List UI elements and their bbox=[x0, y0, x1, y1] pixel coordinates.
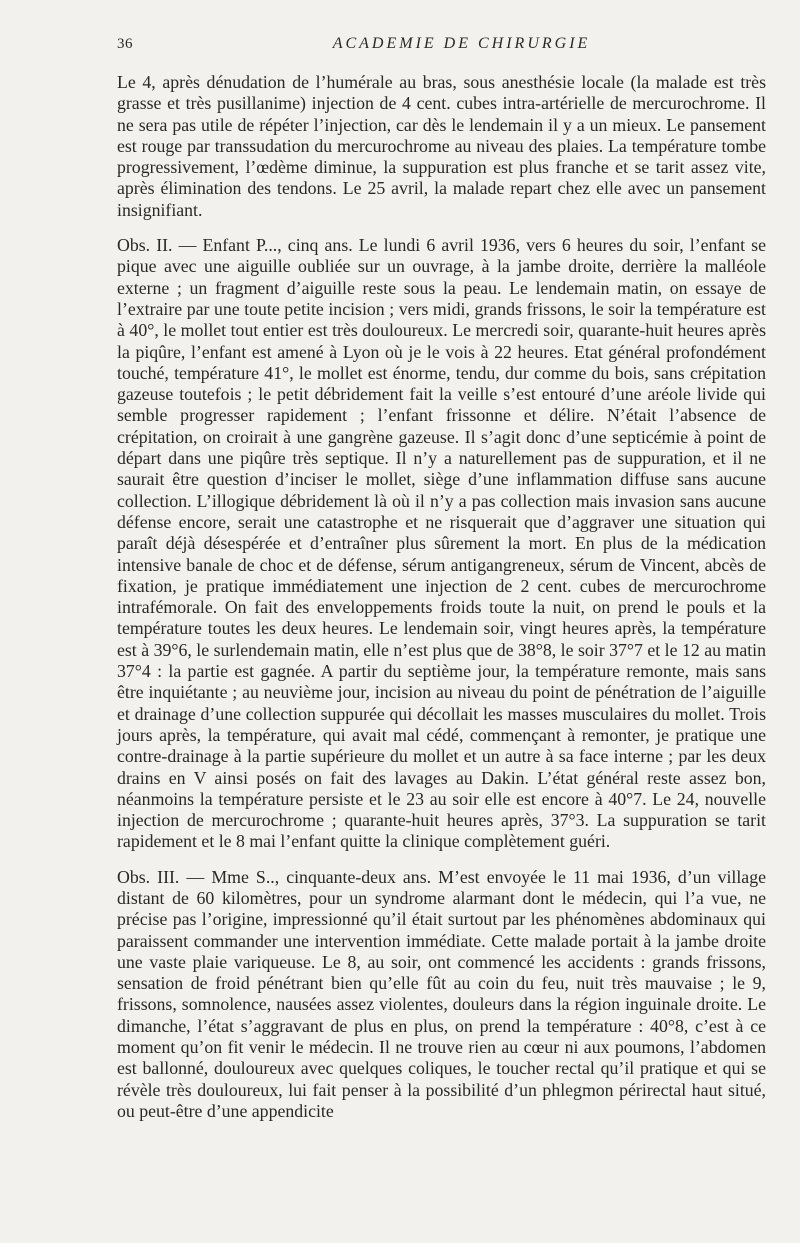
page-number: 36 bbox=[117, 36, 133, 52]
paragraph-case-conclusion: Le 4, après dénudation de l’humérale au bras, sous anesthésie locale (la malade est très grasse et très pusillanime) injection de 4 cent. cubes intra-artérielle de mercurochrome. Il ne sera pas utile de répéter l’injection, car dès le lendemain il y a un mieux. Le pansement est rouge par transsudation du mercurochrome au niveau des plaies. La température tombe progressivement, l’œdème diminue, la suppuration est plus franche et se tarit assez vite, après élimination des tendons. Le 25 avril, la malade repart chez elle avec un pansement insignifiant. bbox=[117, 72, 766, 220]
page-header bbox=[117, 30, 766, 60]
body-text bbox=[117, 72, 766, 1122]
running-title: ACADEMIE DE CHIRURGIE bbox=[332, 35, 591, 52]
paragraph-observation-3: Obs. III. — Mme S.., cinquante-deux ans. M’est envoyée le 11 mai 1936, d’un village distant de 60 kilomètres, pour un syndrome alarmant dont le médecin, qui l’a vue, ne précise pas l’origine, impressionné qu’il était surtout par les phénomènes abdominaux qui paraissent commander une intervention immédiate. Cette malade portait à la jambe droite une vaste plaie variqueuse. Le 8, au soir, ont commencé les accidents : grands frissons, sensation de froid pénétrant bien qu’elle fût au coin du feu, nuit très mauvaise ; le 9, frissons, somnolence, nausées assez violentes, douleurs dans la région inguinale droite. Le dimanche, l’état s’aggravant de plus en plus, on prend la température : 40°8, c’est à ce moment qu’on fit venir le médecin. Il ne trouve rien au cœur ni aux poumons, l’abdomen est ballonné, douloureux avec quelques coliques, le toucher rectal qu’il pratique et qui se révèle très douloureux, lui fait penser à la possibilité d’un phlegmon périrectal haut situé, ou peut-être d’une appendicite bbox=[117, 866, 766, 1121]
paragraph-observation-2: Obs. II. — Enfant P..., cinq ans. Le lundi 6 avril 1936, vers 6 heures du soir, l’enfant se pique avec une aiguille oubliée sur un ouvrage, à la jambe droite, derrière la malléole externe ; un fragment d’aiguille reste sous la peau. Le lendemain matin, on essaye de l’extraire par une toute petite incision ; vers midi, grands frissons, le soir la température est à 40°, le mollet tout entier est très douloureux. Le mercredi soir, quarante-huit heures après la piqûre, l’enfant est amené à Lyon où je le vois à 22 heures. Etat général profondément touché, température 41°, le mollet est énorme, tendu, dur comme du bois, sans crépitation gazeuse toutefois ; le petit débridement fait la veille s’est entouré d’une aréole livide qui semble progresser rapidement ; l’enfant frissonne et délire. N’était l’absence de crépitation, on croirait à une gangrène gazeuse. Il s’agit donc d’une septicémie à point de départ dans une piqûre très septique. Il n’y a naturellement pas de suppuration, et il ne saurait être question d’inciser le mollet, siège d’une inflammation diffuse sans aucune collection. L’illogique débridement là où il n’y a pas collection mais invasion sans aucune défense encore, serait une catastrophe et ne risquerait que d’aggraver une situation qui paraît déjà désespérée et d’entraîner plus sûrement la mort. En plus de la médication intensive banale de choc et de défense, sérum antigangreneux, sérum de Vincent, abcès de fixation, je pratique immédiatement une injection de 2 cent. cubes de mercurochrome intrafémorale. On fait des enveloppements froids toute la nuit, on prend le pouls et la température toutes les deux heures. Le lendemain soir, vingt heures après, la température est à 39°6, le surlendemain matin, elle n’est plus que de 38°8, le soir 37°7 et le 12 au matin 37°4 : la partie est gagnée. A partir du septième jour, la température remonte, mais sans être inquiétante ; au neuvième jour, incision au niveau du point de pénétration de l’aiguille et drainage d’une collection suppurée qui décollait les masses musculaires du mollet. Trois jours après, la température, qui avait mal cédé, commençant à remonter, je pratique une contre-drainage à la partie supérieure du mollet et un autre à sa face interne ; par les deux drains en V ainsi posés on fait des lavages au Dakin. L’état général reste assez bon, néanmoins la température persiste et le 23 au soir elle est encore à 40°7. Le 24, nouvelle injection de mercurochrome ; quarante-huit heures après, 37°3. La suppuration se tarit rapidement et le 8 mai l’enfant quitte la clinique complètement guéri. bbox=[117, 235, 766, 852]
